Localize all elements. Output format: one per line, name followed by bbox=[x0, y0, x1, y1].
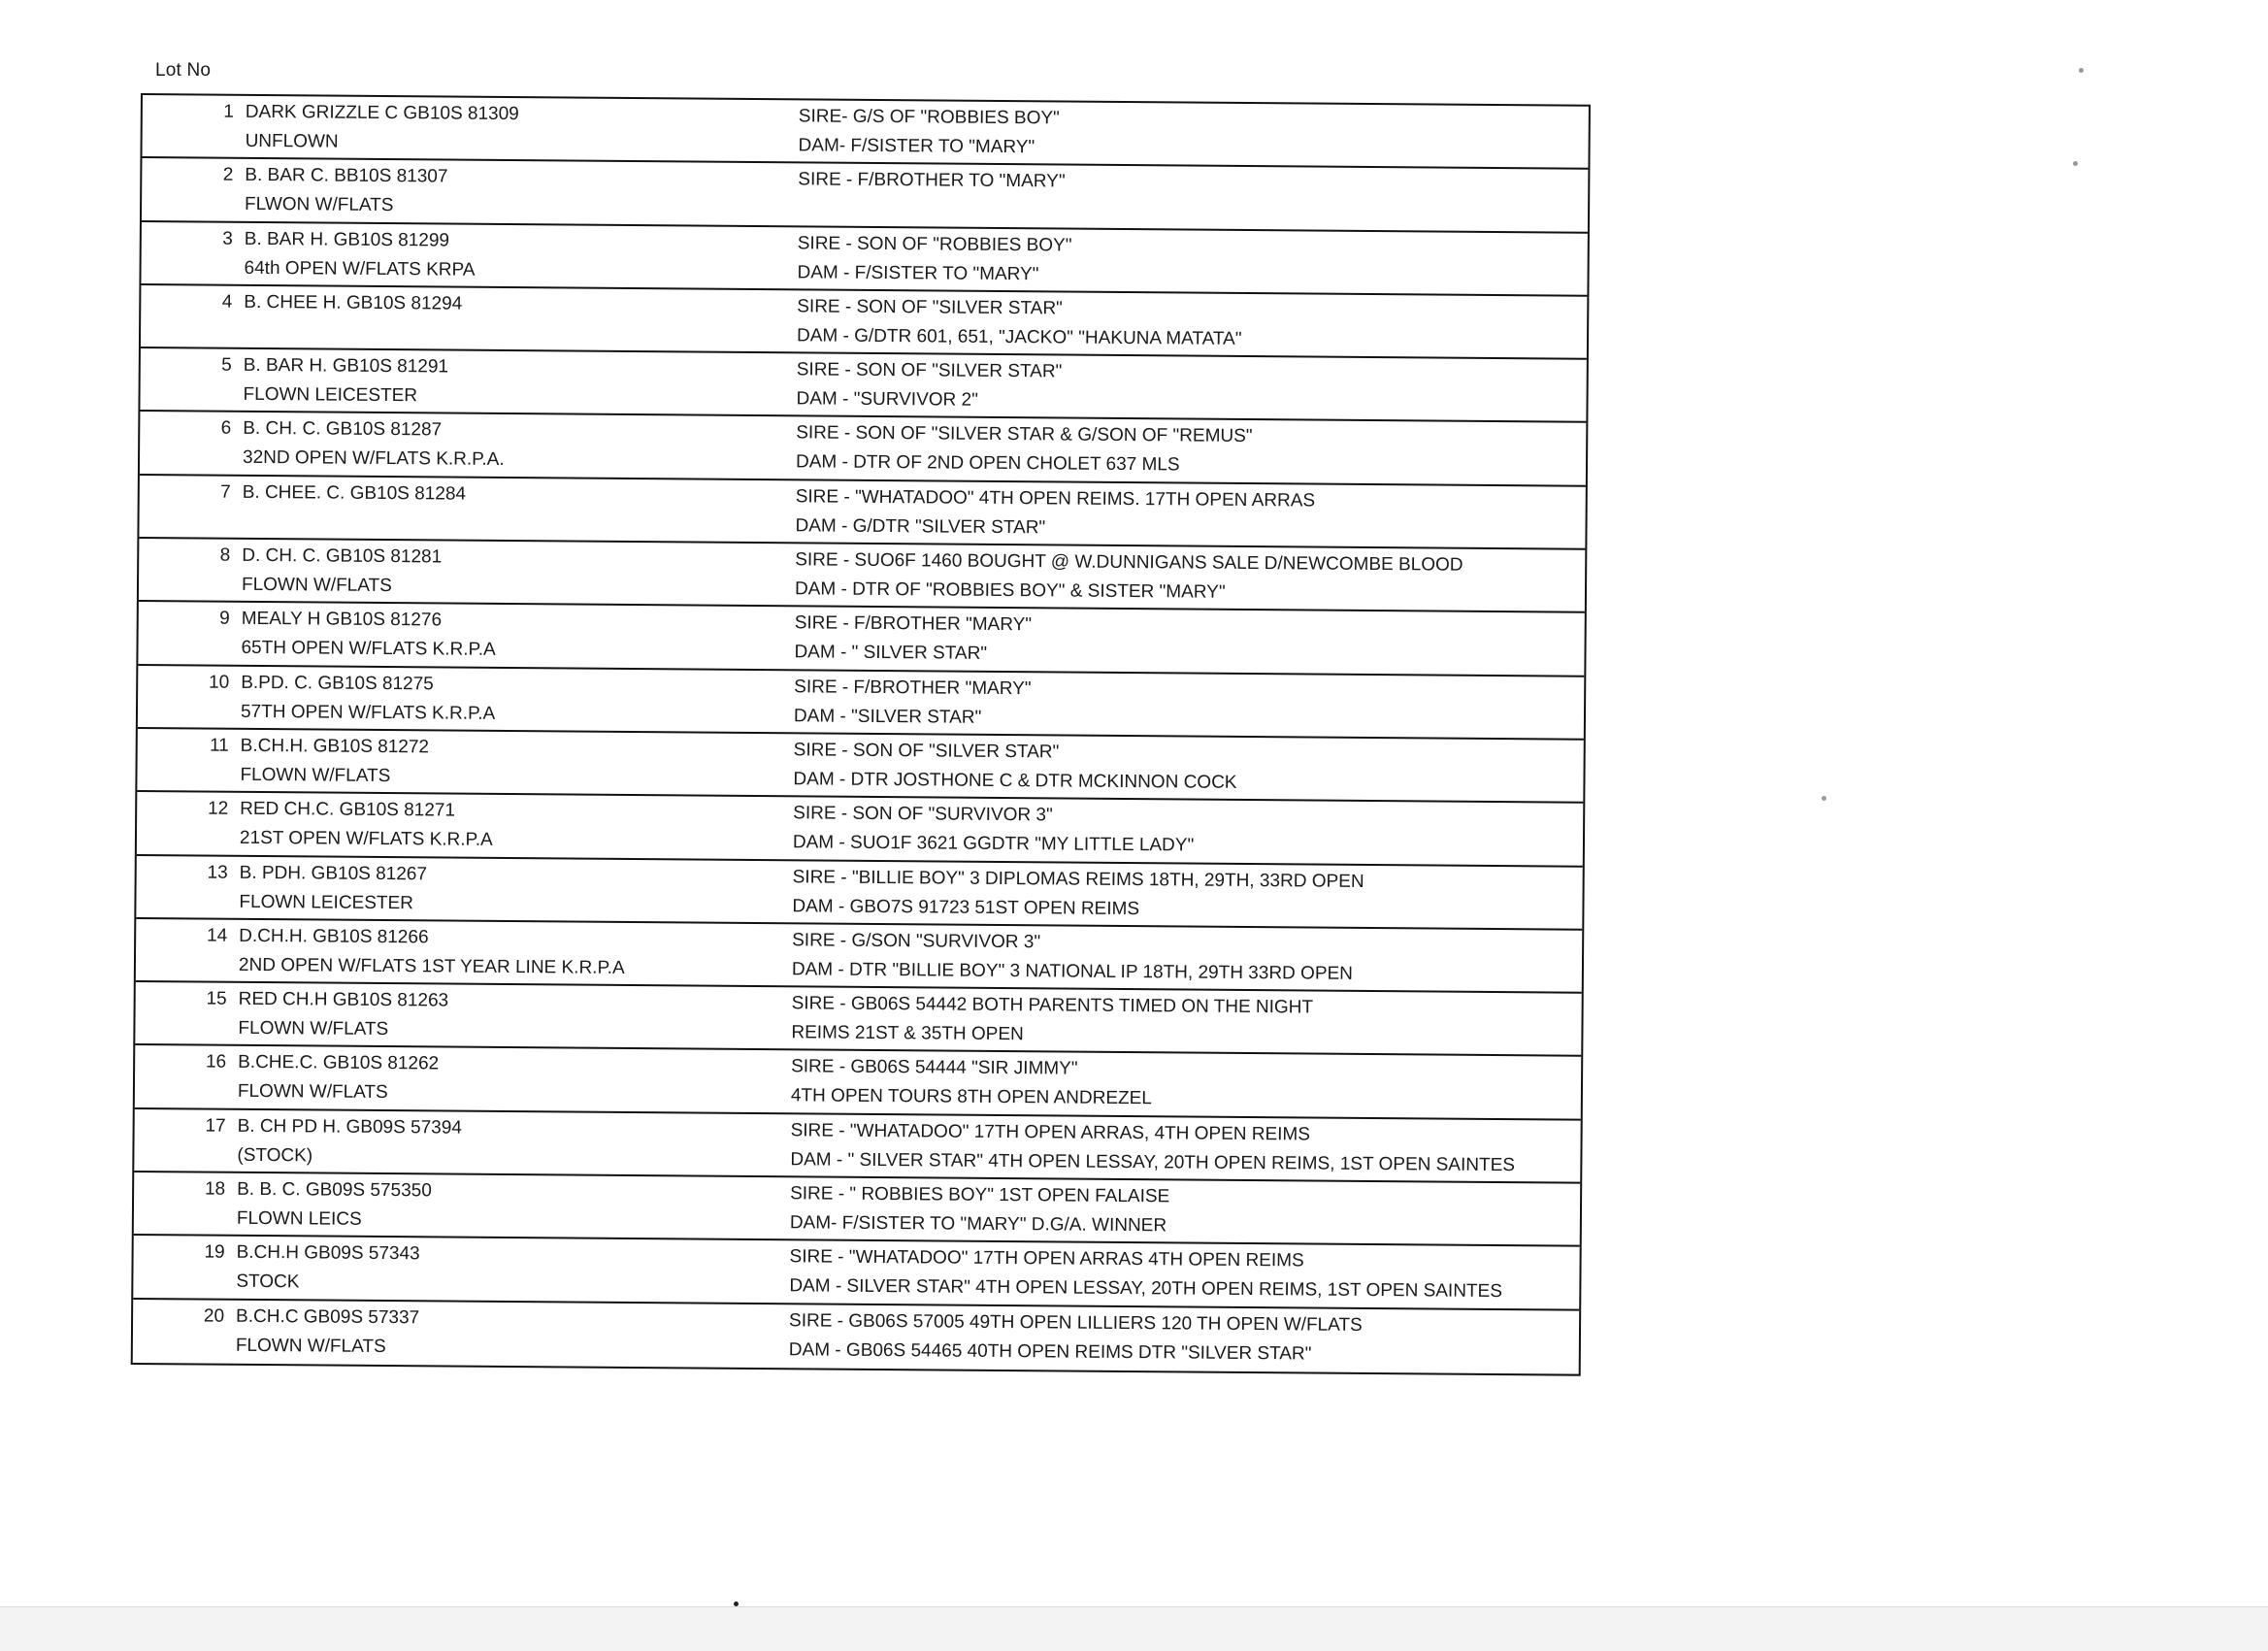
lot-row bbox=[134, 1172, 1580, 1247]
lot-number: 11 bbox=[209, 735, 229, 756]
lot-dam: DAM - GBO7S 91723 51ST OPEN REIMS bbox=[792, 895, 1140, 919]
lot-sire: SIRE - SON OF "SILVER STAR" bbox=[797, 296, 1063, 319]
lot-description: B. BAR C. BB10S 81307 bbox=[245, 165, 448, 187]
lot-dam: DAM- F/SISTER TO "MARY" D.G/A. WINNER bbox=[789, 1212, 1167, 1237]
lot-sire: SIRE - SON OF "SILVER STAR" bbox=[793, 740, 1060, 763]
lot-number: 4 bbox=[221, 291, 233, 313]
lot-row bbox=[133, 1236, 1579, 1310]
lot-dam: DAM - " SILVER STAR" bbox=[794, 642, 988, 665]
lot-dam: DAM - "SILVER STAR" bbox=[793, 705, 982, 728]
lot-row bbox=[136, 919, 1582, 994]
lot-sire: SIRE - GB06S 57005 49TH OPEN LILLIERS 120 TH OPEN W/FLATS bbox=[789, 1309, 1363, 1336]
lot-number: 19 bbox=[204, 1241, 225, 1264]
lot-sire: SIRE - SUO6F 1460 BOUGHT @ W.DUNNIGANS SALE D/NEWCOMBE BLOOD bbox=[795, 549, 1463, 576]
scan-speck bbox=[2079, 68, 2084, 73]
lot-row bbox=[134, 1109, 1580, 1184]
lot-row bbox=[137, 792, 1583, 867]
lot-sire: SIRE - G/SON "SURVIVOR 3" bbox=[792, 930, 1041, 953]
lot-description: B. CHEE H. GB10S 81294 bbox=[244, 291, 463, 314]
lot-row bbox=[138, 666, 1584, 741]
lot-dam: DAM - F/SISTER TO "MARY" bbox=[797, 261, 1039, 284]
lot-dam: DAM- F/SISTER TO "MARY" bbox=[798, 135, 1035, 158]
lot-dam: DAM - "SURVIVOR 2" bbox=[796, 388, 978, 411]
lot-dam: DAM - G/DTR "SILVER STAR" bbox=[795, 515, 1046, 539]
lot-note: 65TH OPEN W/FLATS K.R.P.A bbox=[241, 638, 496, 661]
lot-number: 2 bbox=[222, 164, 234, 186]
lot-sire: SIRE - " ROBBIES BOY" 1ST OPEN FALAISE bbox=[790, 1183, 1170, 1207]
lot-row bbox=[137, 729, 1583, 804]
lot-description: B.CH.C GB09S 57337 bbox=[236, 1305, 420, 1328]
lot-row bbox=[133, 1300, 1579, 1374]
page-bottom-edge bbox=[0, 1606, 2268, 1651]
lot-description: D.CH.H. GB10S 81266 bbox=[239, 925, 429, 948]
lot-number: 10 bbox=[209, 672, 230, 693]
lot-description: B. CH. C. GB10S 81287 bbox=[243, 418, 443, 441]
lot-sire: SIRE - "WHATADOO" 17TH OPEN ARRAS, 4TH OPEN REIMS bbox=[790, 1120, 1311, 1145]
lot-note: FLOWN W/FLATS bbox=[241, 574, 392, 597]
lot-description: B.CH.H GB09S 57343 bbox=[236, 1242, 420, 1265]
lot-dam: DAM - G/DTR 601, 651, "JACKO" "HAKUNA MATATA" bbox=[796, 325, 1242, 349]
lot-note: FLOWN W/FLATS bbox=[240, 764, 391, 787]
lot-note: UNFLOWN bbox=[245, 130, 339, 152]
lot-note: 32ND OPEN W/FLATS K.R.P.A. bbox=[242, 447, 505, 471]
lot-description: B. BAR H. GB10S 81291 bbox=[243, 355, 449, 378]
lot-note: 2ND OPEN W/FLATS 1ST YEAR LINE K.R.P.A bbox=[238, 954, 625, 978]
scan-speck bbox=[2073, 161, 2078, 166]
lot-sire: SIRE - "WHATADOO" 4TH OPEN REIMS. 17TH OPEN ARRAS bbox=[795, 486, 1316, 512]
lot-row bbox=[139, 539, 1585, 613]
lot-sire: SIRE - F/BROTHER "MARY" bbox=[794, 612, 1033, 636]
lot-sire: SIRE - GB06S 54444 "SIR JIMMY" bbox=[791, 1056, 1078, 1080]
lot-number: 13 bbox=[207, 862, 228, 883]
lot-note: FLOWN W/FLATS bbox=[235, 1335, 386, 1357]
lot-note: STOCK bbox=[236, 1271, 300, 1293]
lot-sire: SIRE - SON OF "SILVER STAR" bbox=[796, 359, 1063, 382]
lot-number: 7 bbox=[220, 481, 231, 503]
lot-dam: 4TH OPEN TOURS 8TH OPEN ANDREZEL bbox=[790, 1085, 1152, 1109]
lot-sire: SIRE - SON OF "SURVIVOR 3" bbox=[793, 803, 1053, 826]
lot-note: FLOWN W/FLATS bbox=[237, 1081, 388, 1104]
lot-number: 6 bbox=[220, 418, 232, 440]
lot-number: 5 bbox=[221, 354, 232, 376]
lot-number: 12 bbox=[207, 798, 229, 819]
lot-note: FLWON W/FLATS bbox=[245, 194, 394, 216]
lot-row bbox=[141, 285, 1587, 360]
lot-row bbox=[135, 1045, 1581, 1120]
lot-dam: DAM - DTR JOSTHONE C & DTR MCKINNON COCK bbox=[793, 769, 1237, 793]
lot-number: 9 bbox=[219, 609, 230, 630]
lot-note: FLOWN LEICS bbox=[236, 1207, 362, 1230]
lot-sire: SIRE - F/BROTHER TO "MARY" bbox=[798, 169, 1066, 192]
lot-description: B. CH PD H. GB09S 57394 bbox=[237, 1115, 463, 1139]
scan-speck bbox=[1822, 796, 1826, 801]
lot-note: 64th OPEN W/FLATS KRPA bbox=[244, 257, 476, 281]
lot-dam: DAM - DTR OF "ROBBIES BOY" & SISTER "MARY" bbox=[794, 578, 1226, 603]
lot-description: DARK GRIZZLE C GB10S 81309 bbox=[245, 101, 519, 125]
lot-number: 18 bbox=[204, 1178, 226, 1200]
lot-note: FLOWN LEICESTER bbox=[243, 384, 418, 407]
lot-row bbox=[140, 348, 1586, 423]
lot-description: B. BAR H. GB10S 81299 bbox=[244, 228, 450, 251]
lot-note: 57TH OPEN W/FLATS K.R.P.A bbox=[240, 701, 496, 724]
lot-description: B. B. C. GB09S 575350 bbox=[237, 1178, 432, 1202]
lot-row bbox=[139, 476, 1585, 550]
lot-row bbox=[142, 158, 1588, 233]
lot-note: FLOWN W/FLATS bbox=[238, 1017, 389, 1040]
lot-description: MEALY H GB10S 81276 bbox=[241, 609, 443, 631]
lot-description: B.CH.H. GB10S 81272 bbox=[240, 735, 430, 758]
lot-note: 21ST OPEN W/FLATS K.R.P.A bbox=[239, 828, 493, 851]
scan-speck bbox=[734, 1601, 739, 1606]
lot-sire: SIRE - "BILLIE BOY" 3 DIPLOMAS REIMS 18TH, 29TH, 33RD OPEN bbox=[792, 866, 1364, 892]
lot-sire: SIRE - "WHATADOO" 17TH OPEN ARRAS 4TH OPEN REIMS bbox=[789, 1246, 1304, 1271]
lot-number: 17 bbox=[205, 1115, 226, 1137]
lot-description: RED CH.H GB10S 81263 bbox=[238, 988, 449, 1011]
lot-row bbox=[141, 222, 1587, 297]
lot-dam: DAM - " SILVER STAR" 4TH OPEN LESSAY, 20TH OPEN REIMS, 1ST OPEN SAINTES bbox=[790, 1149, 1516, 1175]
lot-sire: SIRE- G/S OF "ROBBIES BOY" bbox=[798, 106, 1060, 129]
lot-table bbox=[131, 93, 1591, 1376]
lot-number: 1 bbox=[223, 101, 234, 122]
lot-sire: SIRE - SON OF "SILVER STAR & G/SON OF "REMUS" bbox=[796, 422, 1253, 447]
lot-number: 8 bbox=[219, 545, 231, 566]
lot-row bbox=[136, 856, 1582, 931]
lot-sire: SIRE - SON OF "ROBBIES BOY" bbox=[797, 232, 1072, 256]
lot-number: 15 bbox=[206, 988, 227, 1009]
lot-number: 20 bbox=[203, 1305, 225, 1327]
lot-description: B.CHE.C. GB10S 81262 bbox=[238, 1052, 440, 1074]
lot-dam: DAM - SUO1F 3621 GGDTR "MY LITTLE LADY" bbox=[792, 832, 1195, 856]
lot-dam: REIMS 21ST & 35TH OPEN bbox=[791, 1022, 1024, 1045]
lot-description: B. CHEE. C. GB10S 81284 bbox=[242, 481, 467, 505]
lot-row bbox=[140, 412, 1586, 486]
lot-row bbox=[138, 602, 1584, 677]
lot-dam: DAM - SILVER STAR" 4TH OPEN LESSAY, 20TH OPEN REIMS, 1ST OPEN SAINTES bbox=[789, 1275, 1503, 1303]
lot-dam: DAM - DTR "BILLIE BOY" 3 NATIONAL IP 18TH, 29TH 33RD OPEN bbox=[791, 959, 1354, 984]
lot-description: B. PDH. GB10S 81267 bbox=[239, 862, 428, 884]
lot-sire: SIRE - F/BROTHER "MARY" bbox=[794, 676, 1032, 699]
lot-sire: SIRE - GB06S 54442 BOTH PARENTS TIMED ON THE NIGHT bbox=[791, 993, 1314, 1018]
lot-row bbox=[135, 982, 1581, 1057]
lot-number: 3 bbox=[222, 228, 233, 249]
lot-number: 16 bbox=[205, 1052, 227, 1073]
lot-description: D. CH. C. GB10S 81281 bbox=[242, 545, 443, 568]
lot-row bbox=[142, 95, 1588, 170]
lot-no-header: Lot No bbox=[155, 60, 212, 81]
lot-description: RED CH.C. GB10S 81271 bbox=[240, 799, 456, 821]
lot-description: B.PD. C. GB10S 81275 bbox=[241, 672, 434, 695]
lot-dam: DAM - DTR OF 2ND OPEN CHOLET 637 MLS bbox=[795, 451, 1180, 476]
lot-note: FLOWN LEICESTER bbox=[239, 891, 414, 913]
lot-number: 14 bbox=[206, 925, 228, 946]
lot-dam: DAM - GB06S 54465 40TH OPEN REIMS DTR "SILVER STAR" bbox=[788, 1338, 1312, 1365]
lot-note: (STOCK) bbox=[237, 1144, 313, 1167]
